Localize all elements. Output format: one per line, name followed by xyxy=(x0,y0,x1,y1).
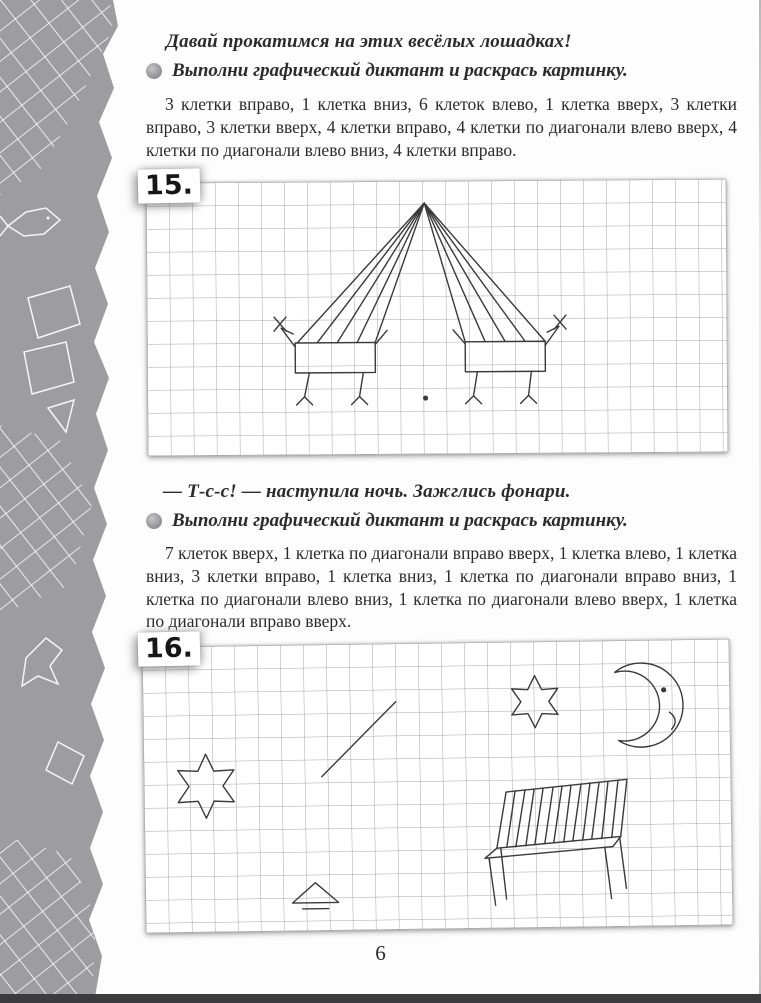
page-number: 6 xyxy=(375,941,386,965)
section-16-task xyxy=(146,510,628,532)
night-scene-drawing xyxy=(142,639,733,933)
section-16-instructions: 7 клеток вверх, 1 клетка по диагонали вправо вверх, 1 клетка влево, 1 клетка вниз, 3 клетки вправо, 1 клетка вниз, 1 клетка по диагонали вправо вниз, 1 клетка по диагонали влево вниз, 1 клетка по диагонали влево вверх, 1 клетка по диагонали вправо вверх. xyxy=(146,543,737,632)
page-bottom-edge xyxy=(0,994,761,1003)
section-15-task-label: Выполни графический диктант и раскрась картинку. xyxy=(172,60,628,81)
section-16-intro: — Т-с-с! — наступила ночь. Зажглись фонари. xyxy=(163,481,571,502)
section-15-instructions: 3 клетки вправо, 1 клетка вниз, 6 клеток влево, 1 клетка вверх, 3 клетки вправо, 3 клетки вверх, 4 клетки вправо, 4 клетки по диагонали влево вверх, 4 клетки по диагонали влево вниз, 4 клетки вправо. xyxy=(146,94,737,160)
section-15-task xyxy=(146,60,628,82)
grid-paper-16 xyxy=(142,639,733,933)
task-bullet-icon xyxy=(146,513,162,529)
grid-paper-15 xyxy=(146,179,728,456)
carousel-horses-drawing xyxy=(146,179,728,456)
fish-eye-dot xyxy=(47,217,50,220)
exercise-16-number-badge: 16. xyxy=(138,631,201,666)
task-bullet-icon xyxy=(146,63,162,79)
exercise-15-number-badge: 15. xyxy=(138,168,201,203)
margin-decoration-strip xyxy=(0,0,128,1003)
grid-pattern-16 xyxy=(142,639,733,933)
center-dot xyxy=(423,395,428,400)
section-16-task-label: Выполни графический диктант и раскрась картинку. xyxy=(172,510,628,531)
section-15-intro: Давай прокатимся на этих весёлых лошадках! xyxy=(166,31,572,52)
